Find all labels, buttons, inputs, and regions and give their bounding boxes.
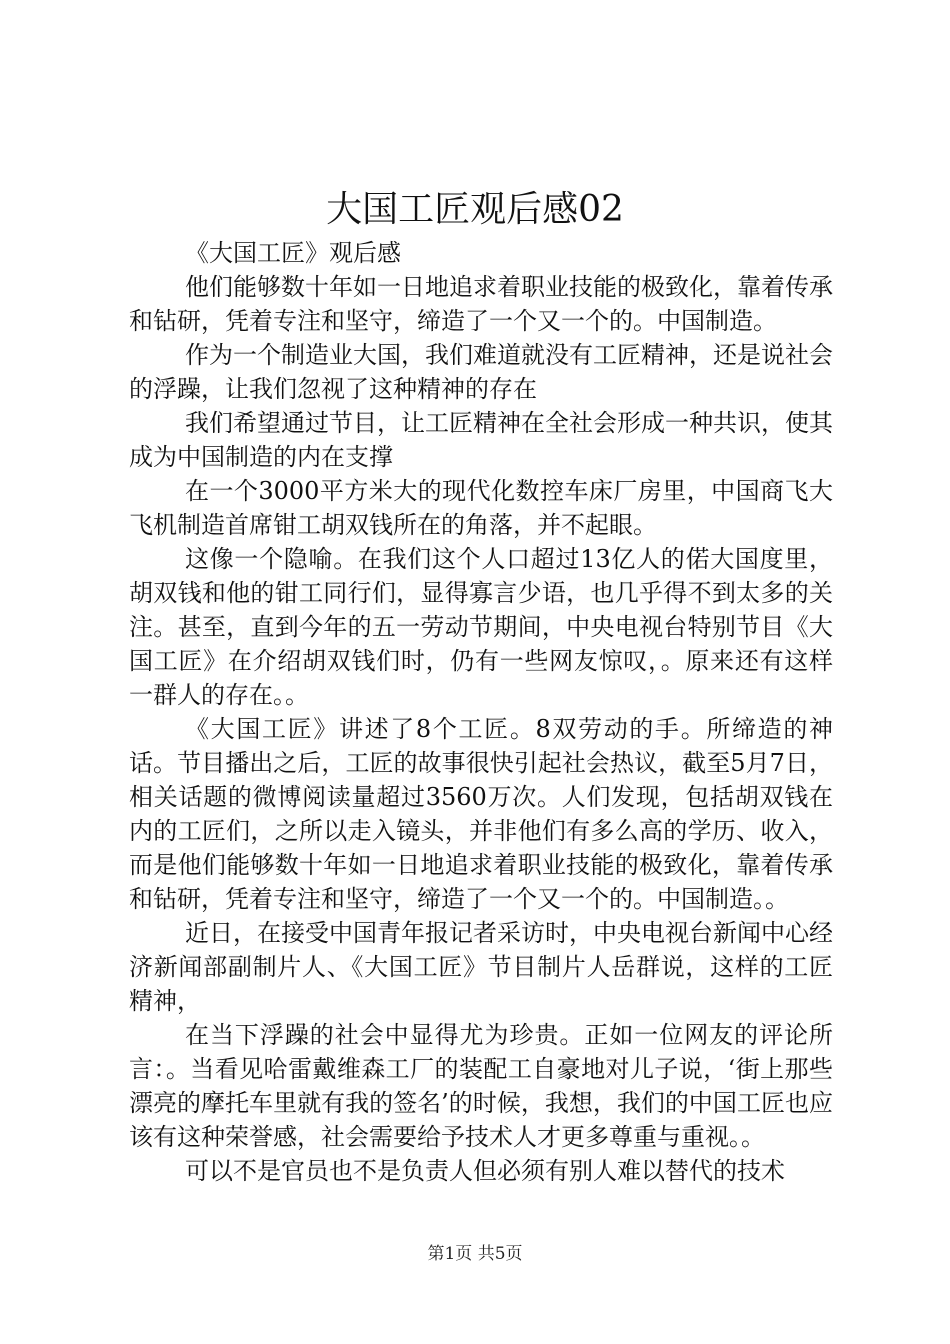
paragraph: 他们能够数十年如一日地追求着职业技能的极致化，靠着传承和钻研，凭着专注和坚守，缔造了一个又一个的。中国制造。 (129, 273, 833, 335)
paragraph: 可以不是官员也不是负责人但必须有别人难以替代的技术 (185, 1157, 785, 1185)
paragraph-subtitle: 《大国工匠》观后感 (185, 239, 401, 267)
page-footer: 第1页 共5页 (427, 1244, 523, 1264)
paragraph: 在一个3000平方米大的现代化数控车床厂房里，中国商飞大飞机制造首席钳工胡双钱所在的角落，并不起眼。 (129, 477, 833, 539)
paragraph: 这像一个隐喻。在我们这个人口超过13亿人的偌大国度里，胡双钱和他的钳工同行们，显得寡言少语，也几乎得不到太多的关注。甚至，直到今年的五一劳动节期间，中央电视台特别节目《大国工匠》在介绍胡双钱们时，仍有一些网友惊叹，。原来还有这样一群人的存在。。 (129, 545, 833, 709)
paragraph: 在当下浮躁的社会中显得尤为珍贵。正如一位网友的评论所言：。当看见哈雷戴维森工厂的装配工自豪地对儿子说，‘街上那些漂亮的摩托车里就有我的签名’的时候，我想，我们的中国工匠也应该有这种荣誉感，社会需要给予技术人才更多尊重与重视。。 (129, 1021, 833, 1151)
paragraph: 我们希望通过节目，让工匠精神在全社会形成一种共识，使其成为中国制造的内在支撑 (129, 409, 833, 471)
document-body (129, 236, 833, 1188)
paragraph: 《大国工匠》讲述了8个工匠。8双劳动的手。所缔造的神话。节目播出之后，工匠的故事很快引起社会热议，截至5月7日，相关话题的微博阅读量超过3560万次。人们发现，包括胡双钱在内的工匠们，之所以走入镜头，并非他们有多么高的学历、收入，而是他们能够数十年如一日地追求着职业技能的极致化，靠着传承和钻研，凭着专注和坚守，缔造了一个又一个的。中国制造。。 (129, 715, 833, 913)
document-title: 大国工匠观后感02 (326, 189, 624, 230)
paragraph: 近日，在接受中国青年报记者采访时，中央电视台新闻中心经济新闻部副制片人、《大国工匠》节目制片人岳群说，这样的工匠精神， (129, 919, 833, 1015)
paragraph: 作为一个制造业大国，我们难道就没有工匠精神，还是说社会的浮躁，让我们忽视了这种精神的存在 (129, 341, 833, 403)
